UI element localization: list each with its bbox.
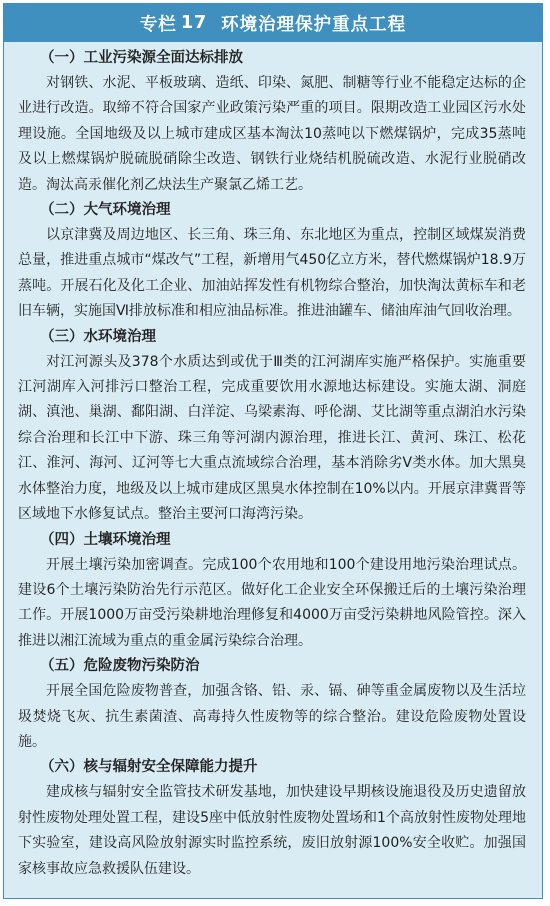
section-industrial bbox=[18, 46, 526, 198]
section-heading: （六）核与辐射安全保障能力提升 bbox=[40, 759, 258, 776]
column-title-bar bbox=[4, 4, 542, 42]
section-body: 开展土壤污染加密调查。完成100个农用地和100个建设用地污染治理试点。建设6个土壤污染防治先行示范区。做好化工企业安全环保搬迁后的土壤污染治理工作。开展1000万亩受污染耕地治理修复和4000万亩受污染耕地风险管控。深入推进以湘江流域为重点的重金属污染综合治理。 bbox=[18, 556, 526, 649]
section-water bbox=[18, 325, 526, 528]
section-body: 开展全国危险废物普查，加强含铬、铅、汞、镉、砷等重金属废物以及生活垃圾焚烧飞灰、抗生素菌渣、高毒持久性废物等的综合整治。建设危险废物处置设施。 bbox=[18, 683, 526, 750]
column-box bbox=[3, 3, 543, 899]
column-number: 17 bbox=[180, 13, 208, 33]
section-heading: （二）大气环境治理 bbox=[40, 202, 171, 219]
section-soil bbox=[18, 528, 526, 655]
section-nuclear-safety bbox=[18, 755, 526, 882]
column-content bbox=[4, 42, 542, 882]
section-body: 对钢铁、水泥、平板玻璃、造纸、印染、氮肥、制糖等行业不能稳定达标的企业进行改造。取缔不符合国家产业政策污染严重的项目。限期改造工业园区污水处理设施。全国地级及以上城市建成区基本淘汰10蒸吨以下燃煤锅炉，完成35蒸吨及以上燃煤锅炉脱硫脱硝除尘改造、钢铁行业烧结机脱硫改造、水泥行业脱硝改造。淘汰高汞催化剂乙炔法生产聚氯乙烯工艺。 bbox=[18, 75, 526, 193]
section-body: 对江河源头及378个水质达到或优于Ⅲ类的江河湖库实施严格保护。实施重要江河湖库入河排污口整治工程，完成重要饮用水源地达标建设。实施太湖、洞庭湖、滇池、巢湖、鄱阳湖、白洋淀、乌梁素海、呼伦湖、艾比湖等重点湖泊水污染综合治理和长江中下游、珠三角等河湖内源治理，推进长江、黄河、珠江、松花江、淮河、海河、辽河等七大重点流域综合治理，基本消除劣Ⅴ类水体。加大黑臭水体整治力度，地级及以上城市建成区黑臭水体控制在10%以内。开展京津冀晋等区域地下水修复试点。整治主要河口海湾污染。 bbox=[18, 353, 526, 523]
section-body: 以京津冀及周边地区、长三角、珠三角、东北地区为重点，控制区域煤炭消费总量，推进重点城市“煤改气”工程，新增用气450亿立方米，替代燃煤锅炉18.9万蒸吨。开展石化及化工企业、加油站挥发性有机物综合整治，加快淘汰黄标车和老旧车辆，实施国Ⅵ排放标准和相应油品标准。推进油罐车、储油库油气回收治理。 bbox=[18, 227, 526, 320]
section-hazardous-waste bbox=[18, 654, 526, 755]
column-prefix: 专栏 bbox=[139, 14, 177, 35]
section-heading: （五）危险废物污染防治 bbox=[40, 658, 200, 675]
section-air bbox=[18, 198, 526, 325]
section-body: 建成核与辐射安全监管技术研发基地，加快建设早期核设施退役及历史遗留放射性废物处理处置工程，建设5座中低放射性废物处置场和1个高放射性废物处理地下实验室，建设高风险放射源实时监控系统，废旧放射源100%安全收贮。加强国家核事故应急救援队伍建设。 bbox=[18, 784, 526, 877]
section-heading: （四）土壤环境治理 bbox=[40, 531, 171, 548]
column-title: 环境治理保护重点工程 bbox=[221, 14, 407, 35]
section-heading: （一）工业污染源全面达标排放 bbox=[40, 50, 243, 66]
section-heading: （三）水环境治理 bbox=[40, 328, 156, 345]
